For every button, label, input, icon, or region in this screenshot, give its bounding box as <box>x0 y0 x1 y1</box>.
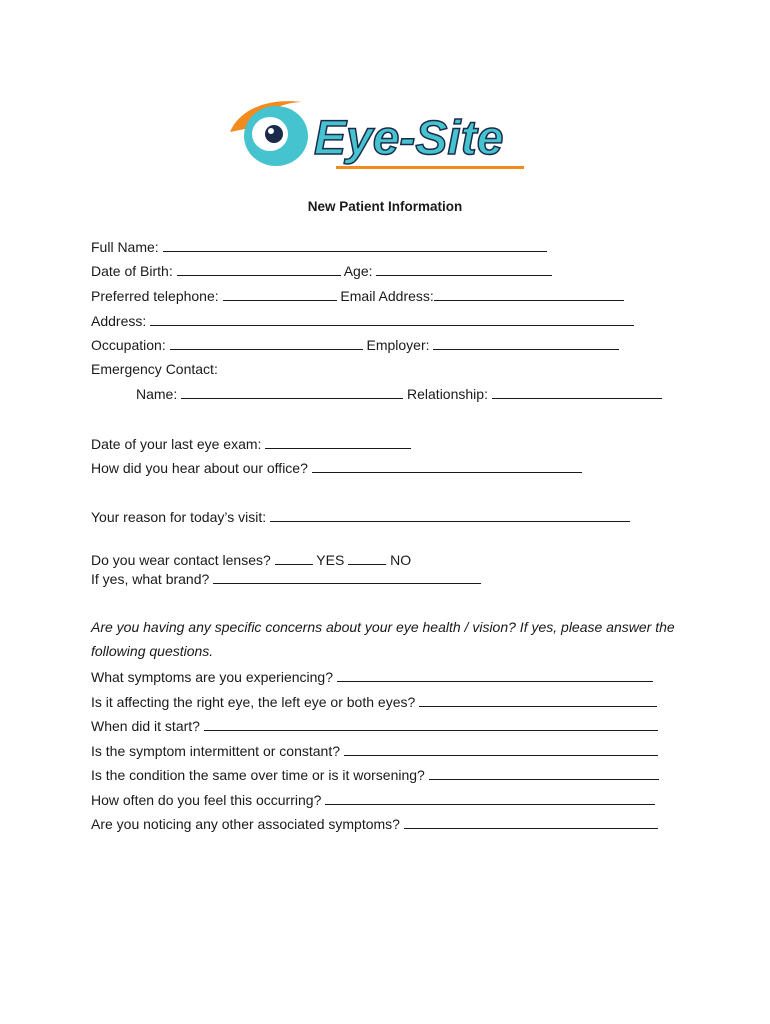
symptoms-field[interactable] <box>337 668 653 682</box>
email-field[interactable] <box>434 287 624 301</box>
no-label: NO <box>390 552 412 568</box>
which-eye-row <box>91 693 657 711</box>
intermittent-label: Is the symptom intermittent or constant? <box>91 743 340 759</box>
address-label: Address: <box>91 313 147 329</box>
eye-highlight <box>268 128 274 134</box>
last-exam-field[interactable] <box>265 435 411 449</box>
telephone-label: Preferred telephone: <box>91 288 219 304</box>
reason-field[interactable] <box>270 508 630 522</box>
address-row <box>91 312 634 330</box>
ec-name-field[interactable] <box>181 385 403 399</box>
hear-about-field[interactable] <box>312 459 582 473</box>
brand-row <box>91 570 481 588</box>
last-exam-label: Date of your last eye exam: <box>91 436 262 452</box>
age-label: Age: <box>343 263 373 279</box>
yes-label: YES <box>316 552 345 568</box>
reason-label: Your reason for today’s visit: <box>91 509 267 525</box>
full-name-row <box>91 238 547 256</box>
logo-underline <box>336 166 524 169</box>
hear-about-label: How did you hear about our office? <box>91 460 308 476</box>
worsening-label: Is the condition the same over time or is it worsening? <box>91 767 425 783</box>
eye-site-logo <box>226 94 536 176</box>
occupation-row <box>91 336 619 354</box>
relationship-field[interactable] <box>492 385 662 399</box>
contacts-row <box>91 551 411 569</box>
contacts-question: Do you wear contact lenses? <box>91 552 271 568</box>
start-row <box>91 717 658 735</box>
age-field[interactable] <box>376 262 552 276</box>
emergency-name-row <box>136 385 662 403</box>
worsening-row <box>91 766 659 784</box>
symptoms-label: What symptoms are you experiencing? <box>91 669 333 685</box>
full-name-label: Full Name: <box>91 239 159 255</box>
associated-row <box>91 815 658 833</box>
associated-field[interactable] <box>404 815 658 829</box>
which-eye-field[interactable] <box>419 693 657 707</box>
often-row <box>91 791 655 809</box>
emergency-contact-label: Emergency Contact: <box>91 361 218 377</box>
associated-label: Are you noticing any other associated symptoms? <box>91 816 400 832</box>
eye-logo-icon <box>226 94 536 176</box>
employer-label: Employer: <box>366 337 430 353</box>
start-label: When did it start? <box>91 718 200 734</box>
start-field[interactable] <box>204 717 658 731</box>
symptoms-row <box>91 668 653 686</box>
concerns-intro-line1: Are you having any specific concerns about your eye health / vision? If yes, please answer the <box>91 619 675 635</box>
address-field[interactable] <box>150 312 634 326</box>
dob-label: Date of Birth: <box>91 263 173 279</box>
intermittent-field[interactable] <box>344 742 658 756</box>
email-label: Email Address: <box>340 288 434 304</box>
brand-label: If yes, what brand? <box>91 571 210 587</box>
logo-wordmark: Eye-Site <box>314 112 504 165</box>
contacts-no-field[interactable] <box>348 551 386 565</box>
last-exam-row <box>91 435 411 453</box>
worsening-field[interactable] <box>429 766 659 780</box>
reason-row <box>91 508 630 526</box>
full-name-field[interactable] <box>163 238 547 252</box>
occupation-label: Occupation: <box>91 337 166 353</box>
which-eye-label: Is it affecting the right eye, the left eye or both eyes? <box>91 694 416 710</box>
form-title: New Patient Information <box>307 199 463 214</box>
brand-field[interactable] <box>213 570 481 584</box>
employer-field[interactable] <box>433 336 619 350</box>
telephone-field[interactable] <box>223 287 337 301</box>
relationship-label: Relationship: <box>407 386 488 402</box>
phone-row <box>91 287 624 305</box>
ec-name-label: Name: <box>136 386 178 402</box>
occupation-field[interactable] <box>170 336 363 350</box>
hear-about-row <box>91 459 582 477</box>
intermittent-row <box>91 742 658 760</box>
concerns-intro-line2: following questions. <box>91 643 214 659</box>
dob-row <box>91 262 552 280</box>
dob-field[interactable] <box>177 262 341 276</box>
eye-pupil <box>265 125 283 143</box>
often-label: How often do you feel this occurring? <box>91 792 322 808</box>
often-field[interactable] <box>325 791 655 805</box>
contacts-yes-field[interactable] <box>275 551 313 565</box>
